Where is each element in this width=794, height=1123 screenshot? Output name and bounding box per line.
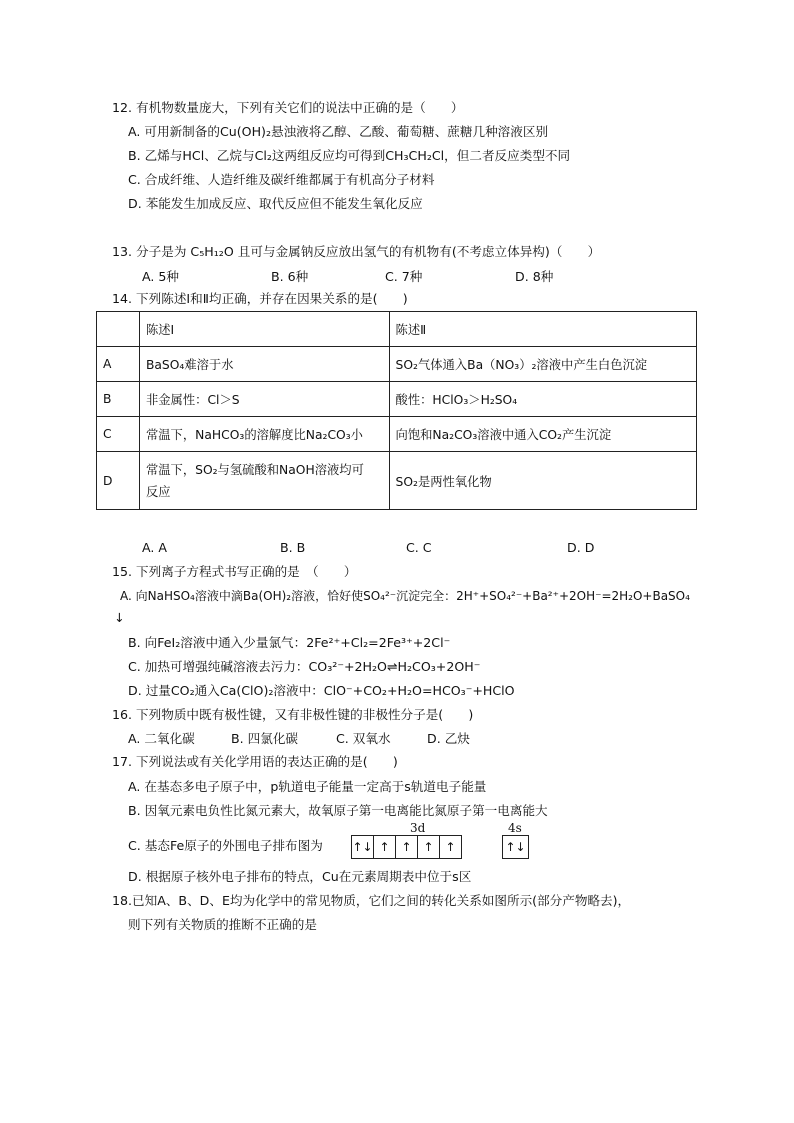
q18-line-1: 18.已知A、B、D、E均为化学中的常见物质，它们之间的转化关系如图所示(部分产物略去)， — [112, 893, 631, 908]
q15-option-b: B. 向FeI₂溶液中通入少量氯气：2Fe²⁺+Cl₂=2Fe³⁺+2Cl⁻ — [128, 635, 451, 650]
q13-choice-c: C. 7种 — [385, 269, 423, 284]
q16-choice-c: C. 双氧水 — [336, 731, 391, 746]
row-label: A — [97, 347, 140, 382]
row-label: B — [97, 382, 140, 417]
q12-option-b: B. 乙烯与HCl、乙烷与Cl₂这两组反应均可得到CH₃CH₂Cl，但二者反应类型不同 — [128, 148, 571, 163]
orbital-box: ↑ — [396, 836, 418, 858]
table-row — [97, 347, 697, 382]
q13-choice-d: D. 8种 — [515, 269, 554, 284]
q14-table — [96, 311, 697, 510]
table-header-cell — [97, 312, 140, 347]
q17-option-c: C. 基态Fe原子的外围电子排布图为 — [128, 838, 323, 853]
statement-2: 酸性：HClO₃＞H₂SO₄ — [389, 382, 696, 417]
statement-1 — [139, 452, 389, 510]
q12-option-c: C. 合成纤维、人造纤维及碳纤维都属于有机高分子材料 — [128, 172, 435, 187]
table-header-cell: 陈述Ⅱ — [389, 312, 696, 347]
q15-option-c: C. 加热可增强纯碱溶液去污力：CO₃²⁻+2H₂O⇌H₂CO₃+2OH⁻ — [128, 659, 481, 674]
q14-choice-b: B. B — [280, 540, 306, 555]
q18-line-2: 则下列有关物质的推断不正确的是 — [128, 917, 317, 932]
orbital-box: ↑↓ — [505, 840, 526, 854]
row-label: D — [97, 452, 140, 510]
q17-stem: 17. 下列说法或有关化学用语的表达正确的是( ) — [112, 754, 398, 769]
statement-1-line: 反应 — [145, 484, 171, 499]
q17-option-a: A. 在基态多电子原子中，p轨道电子能量一定高于s轨道电子能量 — [128, 779, 487, 794]
orbital-4s-label: 4s — [508, 821, 522, 835]
statement-1-line: 常温下，SO₂与氢硫酸和NaOH溶液均可 — [145, 462, 364, 477]
q15-option-a: A. 向NaHSO₄溶液中滴Ba(OH)₂溶液，恰好使SO₄²⁻沉淀完全：2H⁺+SO₄²⁻+Ba²⁺+2OH⁻=2H₂O+BaSO₄ — [120, 589, 690, 603]
q12-stem: 12. 有机物数量庞大，下列有关它们的说法中正确的是（ ） — [112, 100, 464, 115]
statement-2: SO₂气体通入Ba（NO₃）₂溶液中产生白色沉淀 — [389, 347, 696, 382]
q16-choice-d: D. 乙炔 — [427, 731, 470, 746]
q13-stem: 13. 分子是为 C₅H₁₂O 且可与金属钠反应放出氢气的有机物有(不考虑立体异构)（ ） — [112, 244, 601, 259]
q15-stem: 15. 下列离子方程式书写正确的是 （ ） — [112, 564, 357, 579]
q17-option-d: D. 根据原子核外电子排布的特点，Cu在元素周期表中位于s区 — [128, 869, 472, 884]
statement-1: 常温下，NaHCO₃的溶解度比Na₂CO₃小 — [139, 417, 389, 452]
orbital-box: ↑↓ — [352, 836, 374, 858]
orbital-3d-diagram — [351, 835, 462, 859]
q14-choice-d: D. D — [567, 540, 595, 555]
orbital-3d-label: 3d — [410, 821, 426, 835]
q14-choice-a: A. A — [142, 540, 168, 555]
q12-option-a: A. 可用新制备的Cu(OH)₂悬浊液将乙醇、乙酸、葡萄糖、蔗糖几种溶液区别 — [128, 124, 549, 139]
q13-choice-b: B. 6种 — [271, 269, 309, 284]
q16-stem: 16. 下列物质中既有极性键，又有非极性键的非极性分子是( ) — [112, 707, 474, 722]
q13-choice-a: A. 5种 — [142, 269, 180, 284]
table-row — [97, 452, 697, 510]
q17-option-b: B. 因氧元素电负性比氮元素大，故氧原子第一电离能比氮原子第一电离能大 — [128, 803, 548, 818]
orbital-box: ↑ — [418, 836, 440, 858]
statement-2: SO₂是两性氧化物 — [389, 452, 696, 510]
table-row — [97, 417, 697, 452]
table-header-row — [97, 312, 697, 347]
q16-choice-a: A. 二氧化碳 — [128, 731, 195, 746]
statement-1: BaSO₄难溶于水 — [139, 347, 389, 382]
q14-choice-c: C. C — [406, 540, 432, 555]
orbital-box: ↑ — [445, 840, 456, 854]
q15-option-d: D. 过量CO₂通入Ca(ClO)₂溶液中：ClO⁻+CO₂+H₂O=HCO₃⁻+HClO — [128, 683, 515, 698]
table-row — [97, 382, 697, 417]
q12-option-d: D. 苯能发生加成反应、取代反应但不能发生氧化反应 — [128, 196, 423, 211]
q15-option-a-cont: ↓ — [114, 610, 125, 625]
row-label: C — [97, 417, 140, 452]
statement-1: 非金属性：Cl＞S — [139, 382, 389, 417]
q16-choice-b: B. 四氯化碳 — [231, 731, 299, 746]
table-header-cell: 陈述Ⅰ — [139, 312, 389, 347]
orbital-4s-diagram — [502, 835, 529, 859]
q14-stem: 14. 下列陈述Ⅰ和Ⅱ均正确，并存在因果关系的是( ) — [112, 291, 408, 306]
orbital-box: ↑ — [374, 836, 396, 858]
statement-2: 向饱和Na₂CO₃溶液中通入CO₂产生沉淀 — [389, 417, 696, 452]
